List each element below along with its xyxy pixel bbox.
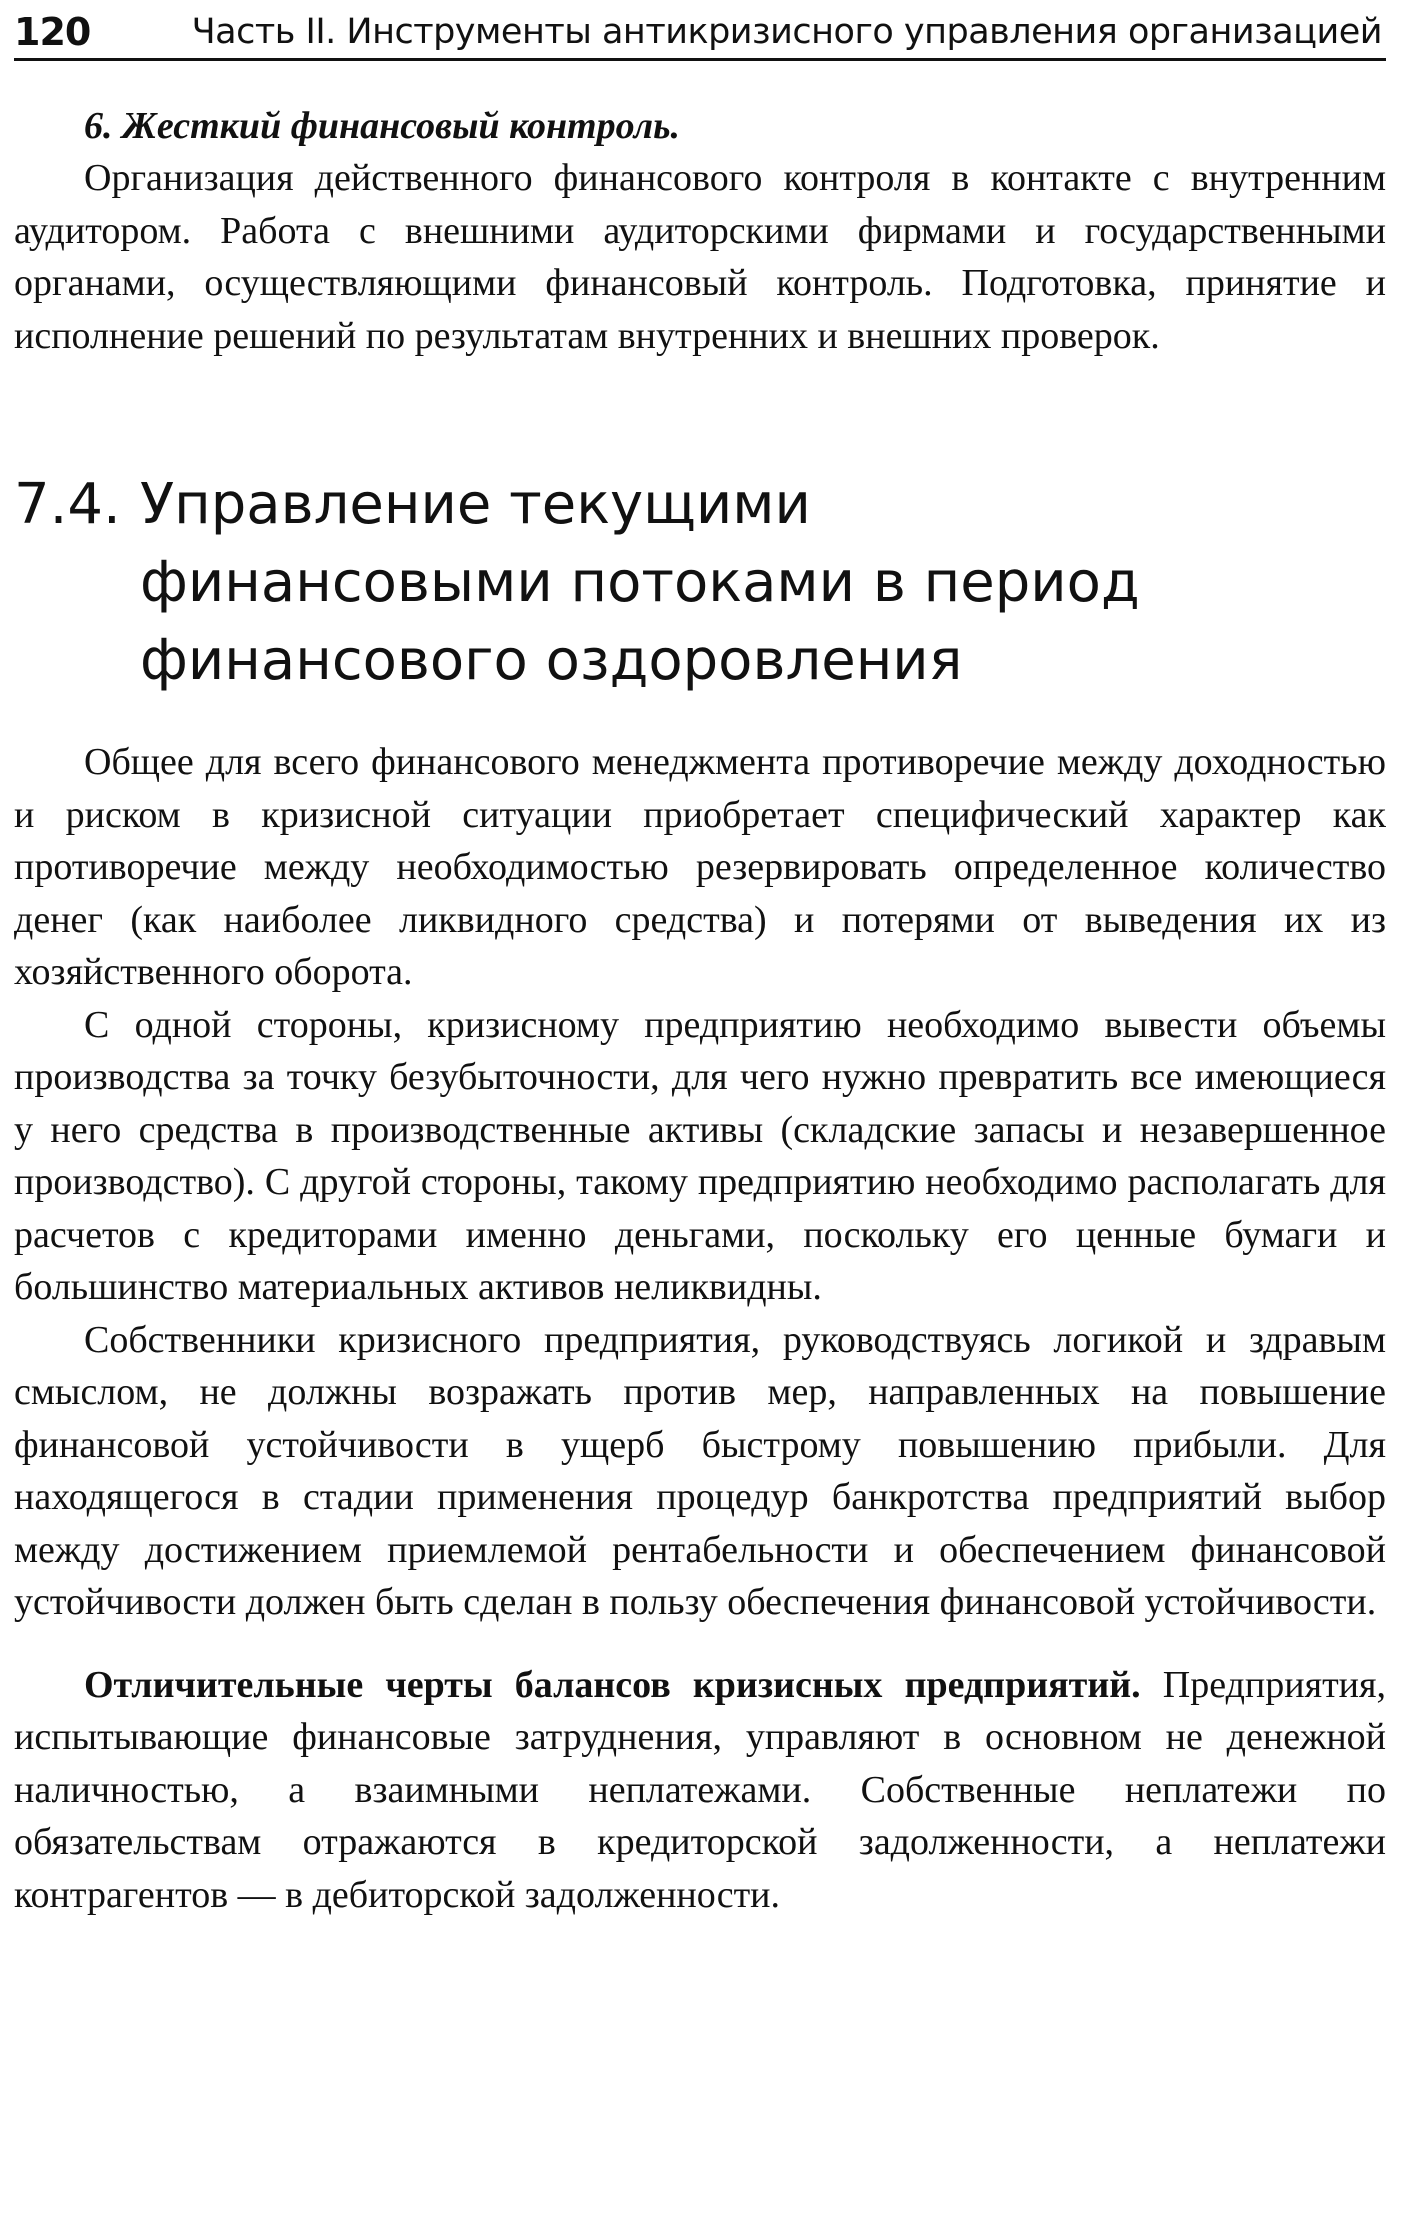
subsection-block bbox=[14, 100, 1386, 362]
running-head-title: Часть II. Инструменты антикризисного управления организацией bbox=[191, 12, 1382, 52]
subsection-heading: 6. Жесткий финансовый контроль. bbox=[84, 105, 681, 147]
body-paragraph-3: Собственники кризисного предприятия, руководствуясь логикой и здравым смыслом, не должны возражать против мер, направленных на повышение финансовой устойчивости в ущерб быстрому повышению прибыли. Для находящегося в стадии применения процедур банкротства предприятий выбор между достижением приемлемой рентабельности и обеспечением финансовой устойчивости должен быть сделан в пользу обеспечения финансовой устойчивости. bbox=[14, 1318, 1386, 1623]
subsection-paragraph: Организация действенного финансового контроля в контакте с внутренним аудитором. Работа с внешними аудиторскими фирмами и государственными органами, осуществляющими финансовый контроль. Подготовка, принятие и исполнение решений по результатам внутренних и внешних проверок. bbox=[14, 157, 1386, 357]
body-paragraph-1: Общее для всего финансового менеджмента противоречие между доходностью и риском в кризисной ситуации приобретает специфический характер как противоречие между необходимостью резервировать определенное количество денег (как наиболее ликвидного средства) и потерями от выведения их из хозяйственного оборота. bbox=[14, 741, 1386, 993]
page-number: 120 bbox=[14, 10, 91, 54]
running-head bbox=[14, 6, 1386, 61]
section-body bbox=[14, 736, 1386, 1921]
body-paragraph-4 bbox=[14, 1659, 1386, 1922]
section-number: 7.4. bbox=[14, 472, 121, 537]
body-paragraph-2: С одной стороны, кризисному предприятию необходимо вывести объемы производства за точку безубыточности, для чего нужно превратить все имеющиеся у него средства в производственные активы (складские запасы и незавершенное производство). С другой стороны, такому предприятию необходимо располагать для расчетов с кредиторами именно деньгами, поскольку его ценные бумаги и большинство материальных активов неликвидны. bbox=[14, 1003, 1386, 1308]
paragraph-text: Предприятия, испытывающие финансовые затруднения, управляют в основном не денежной наличностью, а взаимными неплатежами. Собственные неплатежи по обязательствам отражаются в кредиторской задолженности, а неплатежи контрагентов — в дебиторской задолженности. bbox=[14, 1663, 1386, 1916]
section-title: Управление текущими финансовыми потоками в период финансового оздоровления bbox=[140, 472, 1140, 693]
book-page bbox=[14, 0, 1386, 2220]
paragraph-spacer bbox=[14, 1629, 1386, 1659]
bold-lead-in: Отличительные черты балансов кризисных предприятий. bbox=[84, 1663, 1141, 1706]
section-heading bbox=[14, 466, 1386, 700]
